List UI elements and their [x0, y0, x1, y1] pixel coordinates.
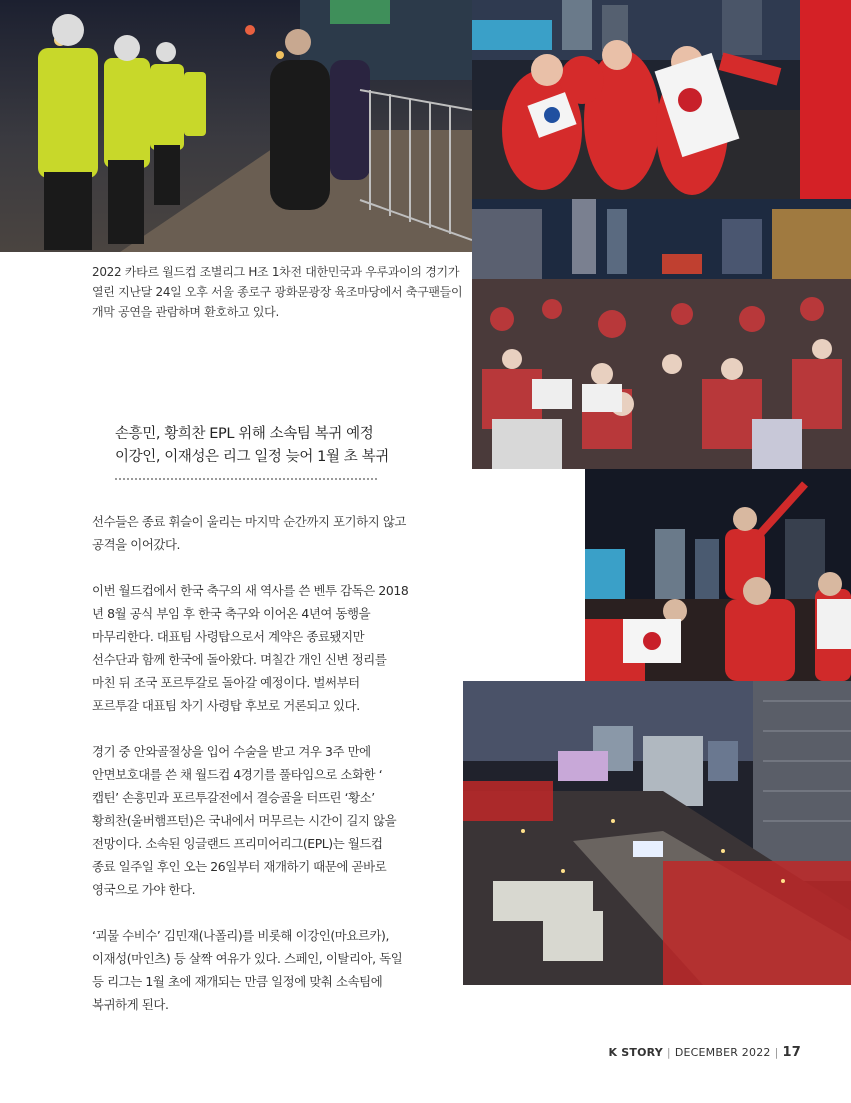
body-line: 황희찬(울버햄프턴)은 국내에서 머무르는 시간이 길지 않을 [92, 813, 397, 828]
caption-line: 열린 지난달 24일 오후 서울 종로구 광화문광장 육조마당에서 축구팬들이 [92, 285, 463, 299]
body-line: 포르투갈 대표팀 차기 사령탑 후보로 거론되고 있다. [92, 698, 360, 713]
caption-line: 2022 카타르 월드컵 조별리그 H조 1차전 대한민국과 우루과이의 경기가 [92, 265, 460, 279]
body-line: 이번 월드컵에서 한국 축구의 새 역사를 쓴 벤투 감독은 2018 [92, 583, 409, 598]
paragraph [92, 740, 422, 901]
footer-separator: | [774, 1046, 779, 1059]
footer-separator: | [666, 1046, 671, 1059]
body-line: 등 리그는 1월 초에 재개되는 만큼 일정에 맞춰 소속팀에 [92, 974, 383, 989]
paragraph [92, 924, 422, 1016]
body-line: ‘괴물 수비수’ 김민재(나폴리)를 비롯해 이강인(마요르카), [92, 928, 390, 943]
article-body [92, 510, 422, 1039]
paragraph [92, 579, 422, 717]
body-line: 선수들은 종료 휘슬이 울리는 마지막 순간까지 포기하지 않고 [92, 514, 407, 529]
photo-police-line [0, 0, 472, 252]
page-number: 17 [782, 1045, 801, 1060]
issue-date: DECEMBER 2022 [674, 1046, 771, 1059]
body-line: 전망이다. 소속된 잉글랜드 프리미어리그(EPL)는 월드컵 [92, 836, 383, 851]
photo-fans-flag [585, 469, 851, 681]
subheading [115, 423, 415, 469]
body-line: 복귀하게 된다. [92, 997, 169, 1012]
body-line: 공격을 이어갔다. [92, 537, 181, 552]
body-line: 캡틴’ 손흥민과 포르투갈전에서 결승골을 터뜨린 ‘황소’ [92, 790, 375, 805]
body-line: 년 8월 공식 부임 후 한국 축구와 이어온 4년여 동행을 [92, 606, 371, 621]
dotted-divider [115, 478, 377, 480]
paragraph [92, 510, 422, 556]
body-line: 이재성(마인츠) 등 살짝 여유가 있다. 스페인, 이탈리아, 독일 [92, 951, 403, 966]
body-line: 영국으로 가야 한다. [92, 882, 196, 897]
photo-crowd-plaza [472, 199, 851, 469]
caption-line: 개막 공연을 관람하며 환호하고 있다. [92, 305, 279, 319]
body-line: 경기 중 안와골절상을 입어 수술을 받고 겨우 3주 만에 [92, 744, 371, 759]
photo-aerial-plaza [463, 681, 851, 985]
magazine-brand: K STORY [608, 1046, 663, 1059]
body-line: 종료 일주일 후인 오는 26일부터 재개하기 때문에 곧바로 [92, 859, 387, 874]
body-line: 마무리한다. 대표팀 사령탑으로서 계약은 종료됐지만 [92, 629, 365, 644]
body-line: 마친 뒤 조국 포르투갈로 돌아갈 예정이다. 벌써부터 [92, 675, 360, 690]
body-line: 선수단과 함께 한국에 돌아왔다. 며칠간 개인 신변 정리를 [92, 652, 387, 667]
photo-cheering-fans [472, 0, 800, 199]
subheading-line-2: 이강인, 이재성은 리그 일정 늦어 1월 초 복귀 [115, 449, 389, 465]
subheading-line-1: 손흥민, 황희찬 EPL 위해 소속팀 복귀 예정 [115, 426, 374, 442]
accent-red-bar [800, 0, 851, 199]
photo-caption [92, 262, 462, 322]
page-footer [609, 1045, 801, 1060]
body-line: 안면보호대를 쓴 채 월드컵 4경기를 풀타임으로 소화한 ‘ [92, 767, 383, 782]
